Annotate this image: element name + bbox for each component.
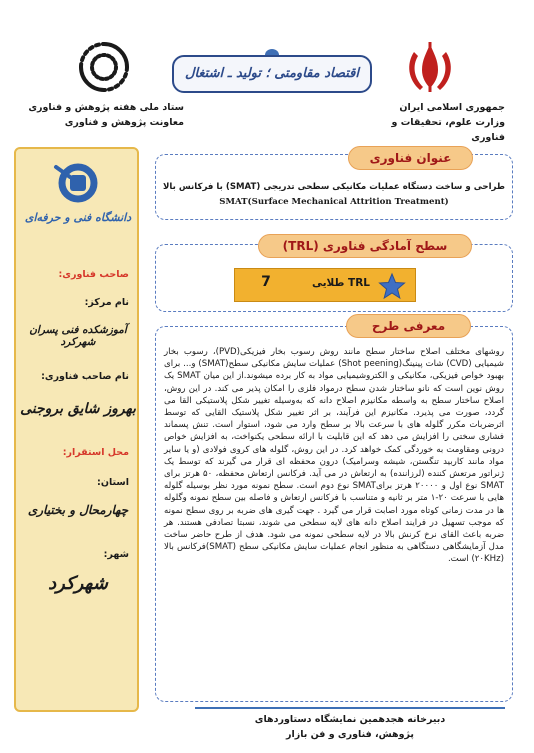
trl-heading: سطح آمادگی فناوری (TRL) [258, 234, 472, 258]
research-week-line-1: ستاد ملی هفته پژوهش و فناوری [28, 102, 184, 113]
trl-level-value: 7 [261, 274, 271, 290]
trl-level-label: TRL طلایی [311, 277, 370, 289]
university-name: دانشگاه فنی و حرفه‌ای [24, 211, 132, 224]
research-week-logo [75, 38, 133, 96]
ministry-line-1: جمهوری اسلامی ایران [399, 102, 505, 113]
research-week-line-2: معاونت پژوهش و فناوری [64, 117, 184, 128]
technology-title-fa: طراحی و ساخت دستگاه عملیات مکانیکی سطحی تدریجی (SMAT) با فرکانس بالا [163, 182, 505, 192]
owner-name-value: بهروز شایق بروجنی [20, 401, 136, 417]
star-icon [378, 272, 406, 300]
intro-body-text: روشهای مختلف اصلاح ساختار سطح مانند روش رسوب بخار فیزیکی(PVD)، رسوب بخار شیمیایی (CVD) شات پینینگ(Shot peening) عملیات سایش مکانیکی سطح(SMAT) و... برای بهبود خواص فیزیکی، مکانیکی و الکتروشیمیایی مواد به کار برده میشوند.از این میان SMAT یک روش نوین است که نانو ساختار شدن سطح درمواد فلزی را امکان پذیر می کند. در این روش، اصلاح ساختار سطح به واسطه مکانیزم اصلاح دانه که به‌وسیله تغییر شکل پلاستیکی القا می گردد، صورت می پذیرد. مکانیزم این فرآیند، بر اثر تغییر شکل پلاستیک القایی که توسط اثرضربات مکرر گلوله های با سرعت بالا بر سطح وارد می شود، استوار است. تنش پسماند فشاری سختی را افزایش می دهد که این قابلیت با ارائه سطحی یکنواخت، به افزایش خواص درونی ومقاومت به خوردگی کمک خواهد کرد. در این روش، گلوله های کروی فولادی (و یا سایر مواد مانند کاربید تنگستن، شیشه وسرامیک) درون محفظه ای قرار می گیرند که توسط یک ژنراتور مرتعش کننده (لرزاننده) به ارتعاش در می آید. فرکانس ارتعاش محفظه، ۵۰ هرتز برای SMAT نوع اول و ۲۰۰۰۰ هرتز برایSMAT نوع دوم است. سطح نمونه مورد نظر بوسیله گلوله هایی با سرعت ۲۰-۱ متر بر ثانیه و متناسب با فرکانس ارتعاش و فاصله بین سطح نمونه وگلوله ها در مدت زمانی کوتاه مورد اصابت قرار می گیرد . جهت گیری های ضربه بر روی سطح نمونه که موجب تسهیل در فرایند اصلاح دانه های لایه سطحی می شوند، نسبتا تصادفی هستند. هر ضربه باعث القای نرخ کرنش بالا در لایه سطحی نمونه می شود. هدف از طرح حاضر ساخت مدل آزمایشگاهی دستگاهی به منظور انجام عملیات سایش مکانیکی سطح (SMAT)فرکانس بالا (۲۰KHz) است. [164, 347, 505, 565]
footer-line-1: دبیرخانه هجدهمین نمایشگاه دستاوردهای [254, 714, 446, 725]
center-label: نام مرکز: [84, 297, 129, 308]
intro-heading: معرفی طرح [346, 314, 471, 338]
center-value: آموزشکده فنی پسران شهرکرد [29, 324, 127, 348]
slogan-banner: اقتصاد مقاومتی ؛ تولید ـ اشتغال [172, 55, 372, 93]
technology-title-heading: عنوان فناوری [348, 146, 473, 170]
university-logo [26, 155, 130, 239]
ministry-header-text [355, 100, 505, 145]
footer-text [190, 712, 510, 742]
owner-label: صاحب فناوری: [58, 269, 129, 280]
ministry-emblem-logo [400, 38, 460, 98]
city-label: شهر: [103, 549, 129, 560]
province-label: استان: [97, 477, 129, 488]
footer-divider [195, 707, 505, 709]
owner-name-label: نام صاحب فناوری: [41, 371, 129, 382]
research-week-header-text [14, 100, 184, 130]
city-value: شهرکرد [48, 573, 108, 594]
ministry-line-2: وزارت علوم، تحقیقات و فناوری [391, 117, 505, 143]
location-label: محل استقرار: [62, 447, 129, 458]
province-value: چهارمحال و بختیاری [27, 503, 129, 517]
owner-side-panel [14, 147, 139, 712]
footer-line-2: پژوهش، فناوری و فن بازار [286, 729, 414, 740]
technology-title-en: SMAT(Surface Mechanical Attrition Treatment) [219, 197, 449, 207]
